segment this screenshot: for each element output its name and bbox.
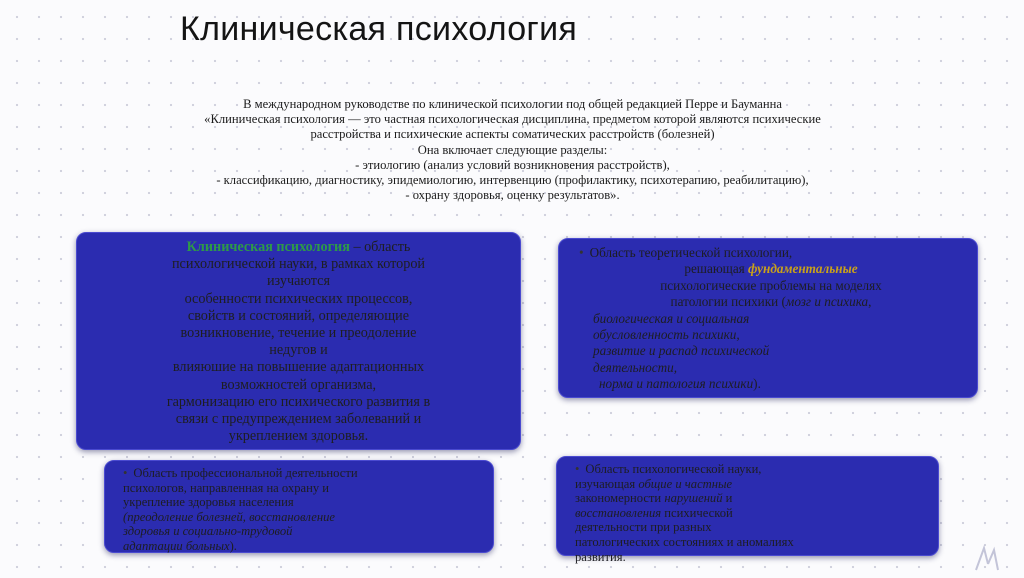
pathology-line: и [722,491,733,506]
theoretical-line: патологии психики ( [670,294,786,310]
theoretical-punct: , [868,294,872,310]
professional-punct: ). [229,538,237,553]
pathology-line: Область психологической науки, [585,462,762,476]
theoretical-line: Область теоретической психологии, [589,245,793,260]
pathology-line: деятельности при разных [575,520,712,535]
professional-line: Область профессиональной деятельности [133,466,358,480]
theoretical-line: психологические проблемы на моделях [660,277,882,293]
pathology-line: психической [661,505,733,520]
bullet-icon: • [579,245,584,260]
intro-line: «Клиническая психология — это частная психологическая дисциплина, предметом которой являются психические [204,112,821,127]
intro-line: - классификацию, диагностику, эпидемиологию, интервенцию (профилактику, психотерапию, реабилитацию), [216,173,809,188]
definition-term: Клиническая психология [186,239,350,255]
intro-line: В международном руководстве по клинической психологии под общей редакцией Перре и Бауманна [243,97,782,111]
bullet-icon: • [123,466,128,480]
professional-italic: (преодоление болезней, восстановление [123,509,335,524]
theoretical-line: решающая [684,261,749,277]
definition-line: влияюшие на повышение адаптационных [172,359,425,376]
theoretical-italic: деятельности, [593,359,678,375]
theoretical-italic: норма и патология психики [599,376,754,392]
intro-line: - этиологию (анализ условий возникновения расстройств), [355,157,670,172]
pathology-box [556,456,939,564]
pathology-italic: нарушений [664,491,723,506]
theoretical-italic: обусловленность психики, [593,327,740,343]
professional-italic: адаптации больных [123,538,230,553]
definition-line: гармонизацию его психического развития в [166,393,431,410]
definition-line: особенности психических процессов, [184,290,413,307]
theoretical-italic: развитие и распад психической [593,343,770,359]
pathology-italic: восстановления [575,505,662,520]
intro-line: расстройства и психические аспекты соматических расстройств (болезней) [310,127,715,142]
page-title: Клиническая психология [180,10,578,48]
intro-line: Она включает следующие разделы: [417,142,608,157]
intro-line: - охрану здоровья, оценку результатов». [405,188,620,203]
pathology-italic: общие и частные [638,476,733,491]
theoretical-italic: мозг и психика [785,294,869,310]
definition-line: возникновение, течение и преодоление [180,325,417,342]
theoretical-box [558,238,978,398]
definition-line: изучаются [266,273,331,290]
definition-line: возможностей организма, [220,376,377,393]
definition-box [76,232,521,450]
pathology-line: развития. [575,549,626,564]
definition-line: связи с предупреждением заболеваний и [175,411,422,428]
theoretical-punct: ). [753,376,761,392]
watermark-icon [972,544,1002,578]
definition-line: свойств и состояний, определяющие [187,307,410,324]
theoretical-italic: биологическая и социальная [593,310,750,326]
bullet-icon: • [575,462,580,476]
theoretical-emphasis: фундаментальные [748,261,858,277]
intro-paragraph [70,97,955,203]
logo-icon [972,544,1002,572]
pathology-line: изучающая [575,476,639,491]
professional-line: психологов, направленная на охрану и [123,480,330,495]
definition-line: недугов и [269,342,328,359]
definition-text: – область [349,239,411,255]
professional-box [104,460,494,553]
pathology-line: закономерности [575,491,665,506]
professional-italic: здоровья и социально-трудовой [123,524,293,539]
pathology-line: патологических состояниях и аномалиях [575,534,794,549]
professional-line: укрепление здоровья населения [123,495,294,510]
definition-line: укреплением здоровья. [228,428,369,445]
definition-line: психологической науки, в рамках которой [171,256,426,273]
